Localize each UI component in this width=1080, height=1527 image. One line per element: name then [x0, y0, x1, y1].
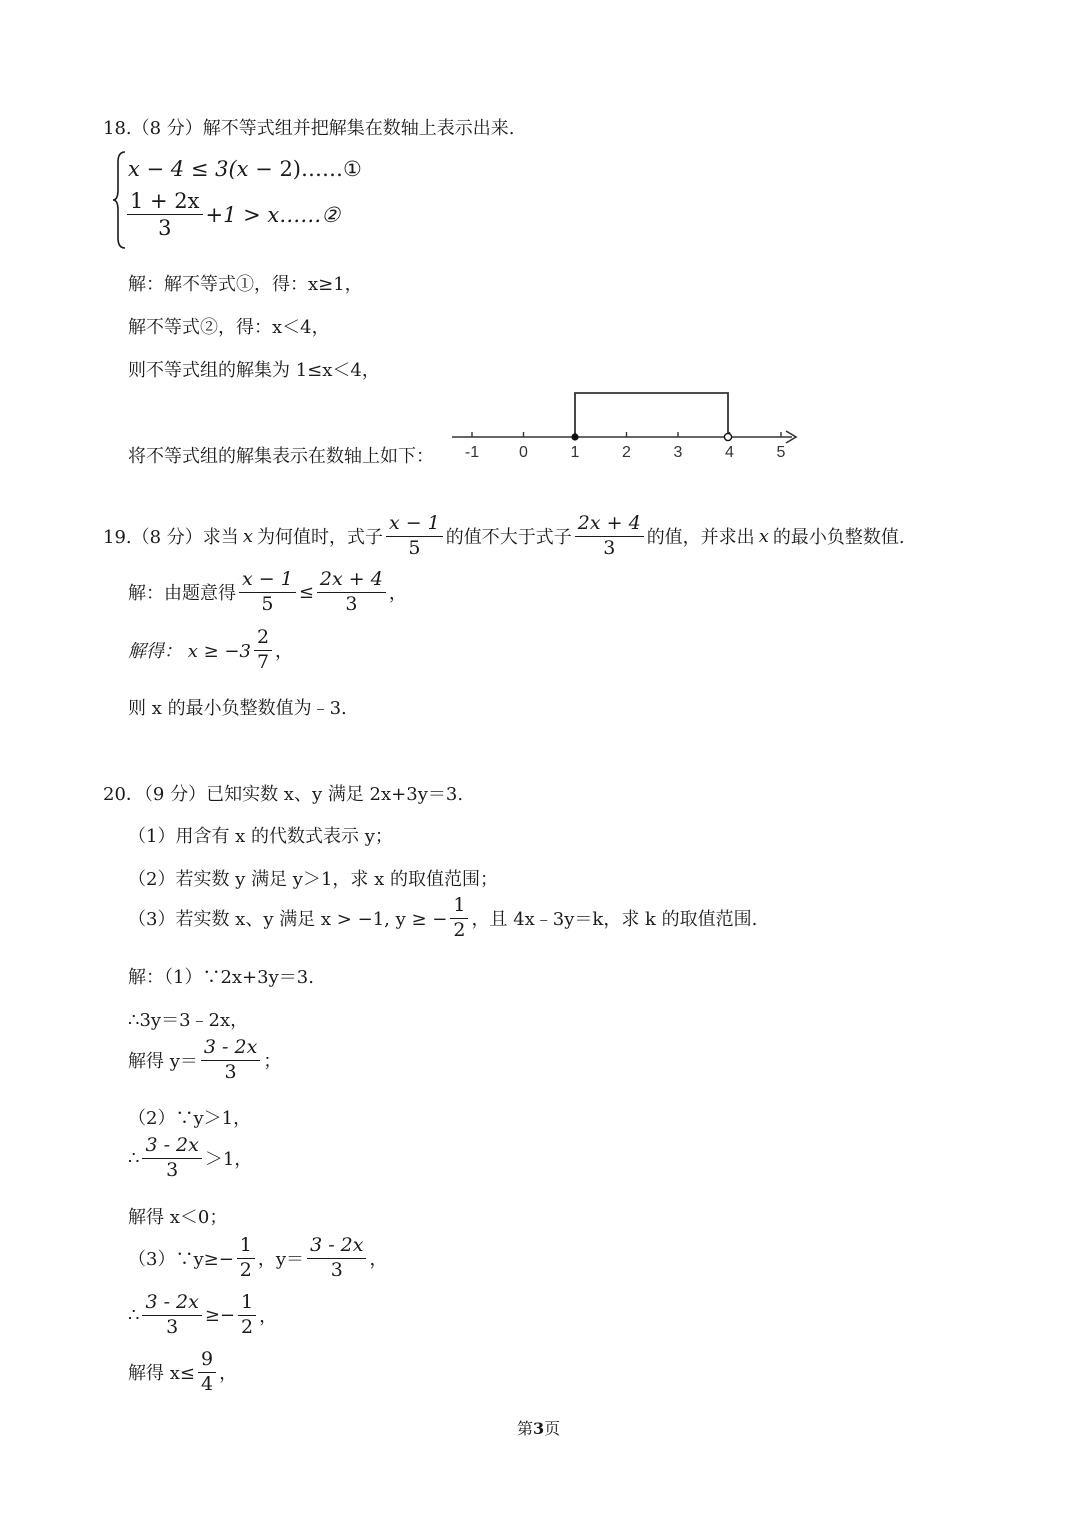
- q20-part-1: （1）用含有 x 的代数式表示 y；: [128, 826, 393, 847]
- number-line: [440, 385, 810, 465]
- q18-title: 18.（8 分）解不等式组并把解集在数轴上表示出来.: [103, 118, 515, 139]
- q18-step-1: 解：解不等式①，得：x≥1，: [128, 274, 363, 295]
- q20-answer-6: 解得 x＜0；: [128, 1207, 228, 1228]
- q19-title: 19.（8 分）求当 x 为何值时，式子 $\frac{x - 1}{5}$ 的值不大于式子 $\frac{2x + 4}{3}$ 的值，并求出 x 的最小负整数值.: [103, 512, 905, 559]
- q20-answer-3: 解得 y＝ $\frac{3 - 2x}{3}$ ；: [128, 1036, 282, 1083]
- closed-point-1: [571, 433, 578, 440]
- q20-answer-1: 解：（1）∵2x+3y＝3.: [128, 967, 314, 988]
- solution-bracket: [575, 393, 728, 437]
- q19-step-2: 解得： x ≥ −3 $\frac{2}{7}$ ，: [128, 626, 294, 673]
- q20-title: 20．（9 分）已知实数 x、y 满足 2x+3y＝3.: [103, 784, 464, 805]
- q20-answer-4: （2）∵y＞1，: [128, 1108, 252, 1129]
- q20-part-2: （2）若实数 y 满足 y＞1，求 x 的取值范围；: [128, 869, 499, 890]
- q20-answer-2: ∴3y＝3﹣2x，: [128, 1010, 249, 1031]
- open-point-4: [724, 433, 731, 440]
- axis-tick-label: 4: [725, 444, 734, 461]
- axis-tick-label: 2: [622, 444, 631, 461]
- q18-inequality-1: x − 4 ≤ 3(x − 2)……①: [128, 157, 362, 181]
- q18-step-3: 则不等式组的解集为 1≤x＜4，: [128, 360, 380, 381]
- q18-inequality-2: $\frac{1 + 2x}{3}$ +1 > x……②: [124, 190, 340, 239]
- q20-answer-7: （3）∵y≥− $\frac{1}{2}$ ，y＝ $\frac{3 - 2x}{3}$ ，: [128, 1234, 388, 1281]
- axis-tick-label: 0: [519, 444, 528, 461]
- q18-step-4: 将不等式组的解集表示在数轴上如下：: [128, 446, 434, 467]
- axis-tick-label: 5: [776, 444, 786, 461]
- q20-answer-8: ∴ $\frac{3 - 2x}{3}$ ≥− $\frac{1}{2}$ ，: [128, 1291, 278, 1338]
- q20-answer-5: ∴ $\frac{3 - 2x}{3}$ ＞1，: [128, 1134, 253, 1181]
- q18-step-2: 解不等式②，得：x＜4，: [128, 317, 330, 338]
- q19-step-3: 则 x 的最小负整数值为﹣3.: [128, 698, 347, 719]
- axis-tick-label: 1: [570, 444, 580, 461]
- page-number: 第3页: [517, 1419, 561, 1438]
- axis-tick-label: -1: [464, 444, 480, 461]
- q20-part-3: （3）若实数 x、y 满足 x > −1, y ≥ − $\frac{1}{2}$ ，且 4x﹣3y＝k，求 k 的取值范围.: [128, 894, 758, 941]
- q19-step-1: 解：由题意得 $\frac{x - 1}{5}$ ≤ $\frac{2x + 4}{3}$ ，: [128, 568, 407, 615]
- q20-answer-9: 解得 x≤ $\frac{9}{4}$ ，: [128, 1348, 238, 1395]
- axis-tick-label: 3: [673, 444, 683, 461]
